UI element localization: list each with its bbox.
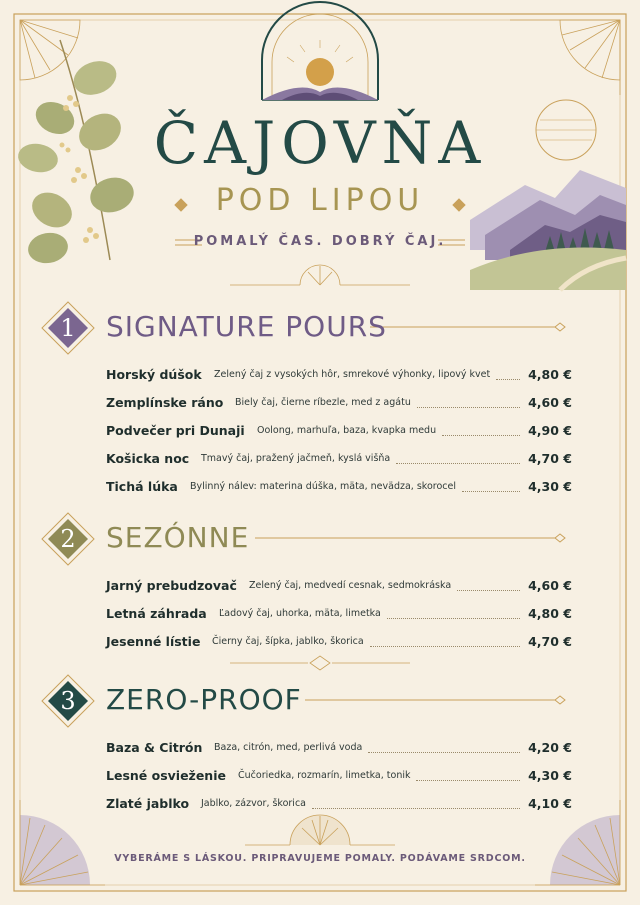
dot-leader (417, 407, 520, 408)
menu-item-description: Čierny čaj, šípka, jablko, škorica (212, 636, 364, 647)
menu-item-price: 4,70 € (528, 451, 572, 466)
corner-fan-bottom-left-icon (20, 800, 105, 885)
section-number-badge (40, 511, 96, 567)
menu-item-description: Ľadový čaj, uhorka, mäta, limetka (219, 608, 381, 619)
cafe-tagline: POMALÝ ČAS. DOBRÝ ČAJ. (193, 234, 447, 249)
menu-item-name: Horský dúšok (106, 367, 202, 382)
section-number-badge (40, 673, 96, 729)
menu-item-price: 4,70 € (528, 634, 572, 649)
menu-item-description: Biely čaj, čierne ríbezle, med z agátu (235, 397, 411, 408)
menu-item-price: 4,30 € (528, 768, 572, 783)
dot-leader (370, 646, 520, 647)
header-fan-divider-icon (230, 265, 410, 285)
corner-fan-bottom-right-icon (535, 800, 620, 885)
menu-item-price: 4,10 € (528, 796, 572, 811)
section-divider-icon (230, 656, 410, 670)
menu-item-name: Košicka noc (106, 451, 190, 466)
menu-item-description: Čučoriedka, rozmarín, limetka, tonik (238, 770, 411, 781)
menu-item-name: Jesenné lístie (106, 634, 201, 649)
section-title: SEZÓNNE (106, 521, 250, 554)
cafe-subtitle: POD LIPOU (215, 183, 425, 218)
dot-leader (396, 463, 520, 464)
section-number: 3 (60, 687, 76, 715)
menu-item-price: 4,80 € (528, 606, 572, 621)
dot-leader (312, 808, 520, 809)
section-number: 2 (60, 525, 76, 553)
section-title: SIGNATURE POURS (106, 310, 387, 343)
menu-item-name: Lesné osvieženie (106, 768, 226, 783)
menu-item-name: Podvečer pri Dunaji (106, 423, 245, 438)
menu-item-description: Zelený čaj, medvedí cesnak, sedmokráska (249, 580, 452, 591)
footer-fan-icon (245, 815, 395, 845)
menu-item-description: Baza, citrón, med, perlivá voda (214, 742, 363, 753)
menu-item-price: 4,90 € (528, 423, 572, 438)
dot-leader (416, 780, 520, 781)
cafe-title: ČAJOVŇA (153, 109, 487, 177)
corner-fan-top-left-icon (20, 20, 80, 80)
menu-item-name: Tichá lúka (106, 479, 178, 494)
menu-item-price: 4,30 € (528, 479, 572, 494)
menu-item-description: Bylinný nálev: materina dúška, mäta, nevädza, skorocel (190, 481, 456, 492)
menu-item-name: Letná záhrada (106, 606, 207, 621)
menu-item-price: 4,20 € (528, 740, 572, 755)
menu-item-name: Zlaté jablko (106, 796, 190, 811)
menu-item-price: 4,60 € (528, 395, 572, 410)
menu-item-description: Jablko, zázvor, škorica (201, 798, 306, 809)
section-number-badge (40, 300, 96, 356)
menu-item-name: Baza & Citrón (106, 740, 203, 755)
menu-item-description: Tmavý čaj, pražený jačmeň, kyslá višňa (201, 453, 391, 464)
menu-item-price: 4,80 € (528, 367, 572, 382)
footer-text: VYBERÁME S LÁSKOU. PRIPRAVUJEME POMALY. PODÁVAME SRDCOM. (114, 853, 526, 864)
corner-fan-top-right-icon (510, 20, 620, 95)
menu-item-description: Oolong, marhuľa, baza, kvapka medu (257, 425, 437, 436)
menu-item-price: 4,60 € (528, 578, 572, 593)
arch-sun-icon (262, 2, 378, 100)
menu-item-name: Zemplínske ráno (106, 395, 224, 410)
menu-item-description: Zelený čaj z vysokých hôr, smrekové výhonky, lipový kvet (214, 369, 491, 380)
section-title: ZERO-PROOF (106, 683, 302, 716)
dot-leader (368, 752, 520, 753)
section-number: 1 (60, 314, 76, 342)
dot-leader (387, 618, 520, 619)
menu-item-name: Jarný prebudzovač (106, 578, 237, 593)
